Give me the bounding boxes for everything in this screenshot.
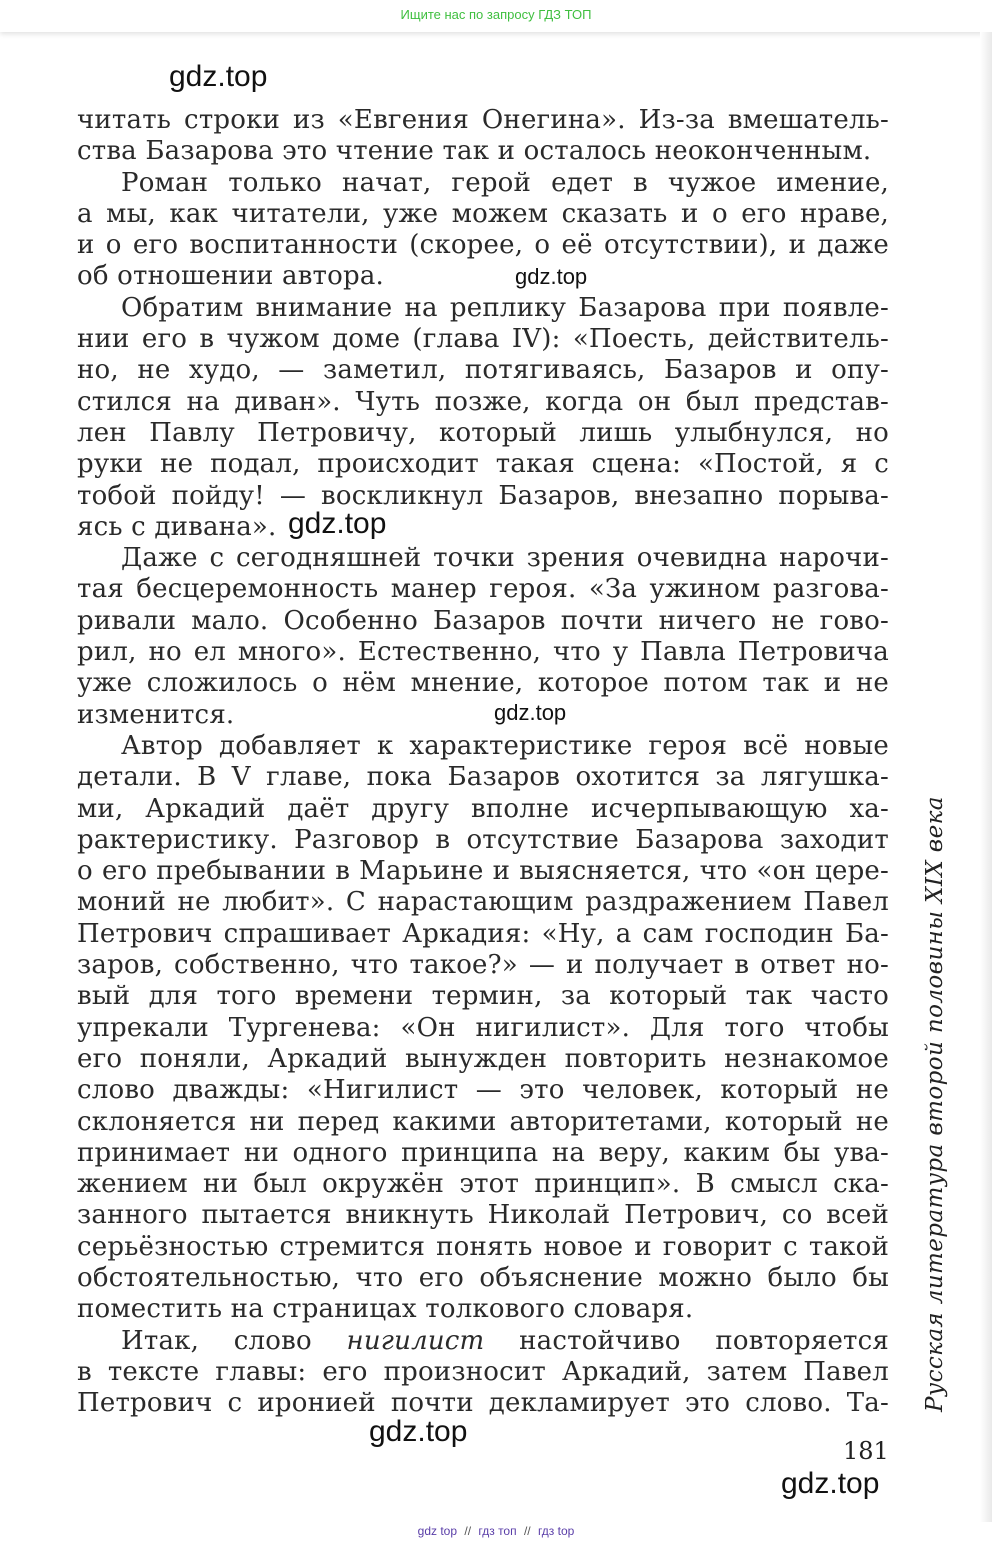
text-line: Петрович с иронией почти декламирует это слово. Та- [77,1388,889,1419]
text-line: ми, Аркадий даёт другу вполне исчерпывающую ха- [77,793,889,824]
text-line: занного пытается вникнуть Николай Петрович, со всей [77,1200,889,1231]
text-line: лен Павлу Петровичу, который лишь улыбнулся, но [77,417,889,448]
text-line: детали. В V главе, пока Базаров охотится за лягушка- [77,762,889,793]
text-line: заров, собственно, что такое?» — и получает в ответ но- [77,950,889,981]
text-line: а мы, как читатели, уже можем сказать и о его нраве, [77,198,889,229]
footer-link-2[interactable]: гдз топ [478,1524,517,1538]
watermark-inline: gdz.top [515,264,588,289]
text-line: и о его воспитанности (скорее, о её отсутствии), и даже [77,230,889,261]
text-line: руки не подал, происходит такая сцена: «Постой, я с [77,449,889,480]
text-line: Роман только начат, герой едет в чужое имение, [121,167,889,198]
text-line: тобой пойду! — воскликнул Базаров, внезапно порыва- [77,480,889,511]
watermark-inline: gdz.top [494,700,567,725]
text-line [77,1326,889,1357]
text-line: серьёзностью стремится понять новое и говорит с такой [77,1231,889,1262]
text-line: моний не любит». С нарастающим раздражением Павел [77,887,889,918]
text-line: стился на диван». Чуть позже, когда он был представ- [77,386,889,417]
text-line: изменится. [77,699,235,730]
text-line: поместить на страницах толкового словаря. [77,1294,694,1325]
text-line: о его пребывании в Марьине и выясняется, что «он цере- [77,856,889,887]
text-fragment: настойчиво повторяется [519,1325,890,1356]
page-number: 181 [843,1437,889,1465]
watermark-corner: gdz.top [781,1467,880,1500]
footer-link-3[interactable]: гдз top [537,1524,575,1538]
text-line: ства Базарова это чтение так и осталось неоконченным. [77,136,872,167]
footer-link-1[interactable]: gdz top [417,1524,458,1538]
bottom-link-bar [0,1524,992,1538]
text-line: упрекали Тургенева: «Он нигилист». Для того чтобы [77,1012,889,1043]
text-line: нии его в чужом доме (глава IV): «Поесть, действитель- [77,324,889,355]
text-line: но, не худо, — заметил, потягиваясь, Базаров и опу- [77,355,889,386]
text-line: Автор добавляет к характеристике героя всё новые [121,730,889,761]
text-line: ривали мало. Особенно Базаров почти ничего не гово- [77,605,889,636]
footer-separator: // [464,1524,472,1538]
vertical-section-title: Русская литература второй половины XIX века [922,796,948,1412]
text-line: склоняется ни перед какими авторитетами, который не [77,1106,889,1137]
text-fragment: Итак, слово [121,1325,312,1356]
text-line: тая бесцеремонность манер героя. «За ужином разгова- [77,574,889,605]
text-line: ясь с дивана». [77,511,277,542]
text-line: Даже с сегодняшней точки зрения очевидна нарочи- [121,543,889,574]
text-line: его поняли, Аркадий вынужден повторить незнакомое [77,1043,889,1074]
text-line: рактеристику. Разговор в отсутствие Базарова заходит [77,824,889,855]
text-line: слово дважды: «Нигилист — это человек, который не [77,1075,889,1106]
page-body-text [77,105,889,1419]
watermark-bottom: gdz.top [369,1415,468,1448]
text-line: в тексте главы: его произносит Аркадий, затем Павел [77,1356,889,1387]
text-line: обстоятельностью, что его объяснение можно было бы [77,1262,889,1293]
text-line: рил, но ел много». Естественно, что у Павла Петровича [77,637,889,668]
italic-term: нигилист [346,1325,485,1356]
footer-separator: // [523,1524,531,1538]
watermark-inline: gdz.top [288,507,387,540]
text-line: уже сложилось о нём мнение, которое потом так и не [77,668,889,699]
page-edge-shadow [980,32,992,1522]
search-hint-link[interactable]: Ищите нас по запросу ГДЗ ТОП [400,7,592,22]
text-line: читать строки из «Евгения Онегина». Из-за вмешатель- [77,105,889,135]
text-line: об отношении автора. [77,261,384,292]
top-banner [0,0,992,32]
text-line: жением ни был окружён этот принцип». В смысл ска- [77,1169,889,1200]
text-line: Обратим внимание на реплику Базарова при появле- [121,292,889,323]
text-line: принимает ни одного принципа на веру, каким бы ува- [77,1137,889,1168]
text-line: вый для того времени термин, за который так часто [77,981,889,1012]
watermark-top: gdz.top [169,60,268,93]
text-line: Петрович спрашивает Аркадия: «Ну, а сам господин Ба- [77,918,889,949]
